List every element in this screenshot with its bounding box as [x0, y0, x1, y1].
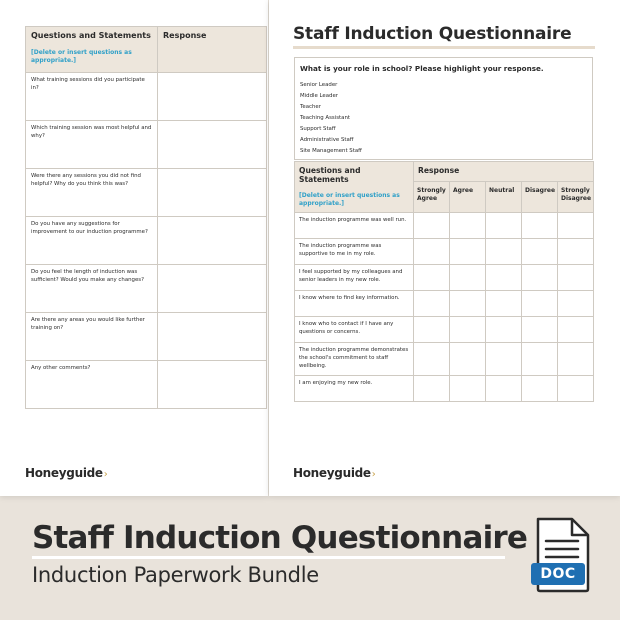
brand-chevron-icon: › [103, 469, 108, 480]
table-row [26, 313, 267, 361]
answer-cell[interactable] [450, 375, 486, 401]
question-cell [26, 121, 158, 169]
statement-text: The induction programme was supportive to me in my role. [299, 243, 382, 257]
answer-cell[interactable] [450, 213, 486, 239]
table-row [26, 361, 267, 409]
option-disagree: Disagree [522, 182, 558, 213]
response-cell[interactable] [158, 217, 267, 265]
question-cell [26, 265, 158, 313]
answer-cell[interactable] [414, 317, 450, 343]
answer-cell[interactable] [486, 343, 522, 375]
table-row [295, 291, 594, 317]
answer-cell[interactable] [558, 343, 594, 375]
statement-text: I know who to contact if I have any questions or concerns. [299, 321, 394, 335]
likert-table [294, 161, 594, 402]
answer-cell[interactable] [486, 239, 522, 265]
answer-cell[interactable] [522, 213, 558, 239]
answer-cell[interactable] [486, 213, 522, 239]
table-row [26, 169, 267, 217]
role-option[interactable]: Support Staff [300, 126, 336, 132]
banner-subtitle: Induction Paperwork Bundle [32, 563, 319, 587]
answer-cell[interactable] [522, 375, 558, 401]
question-cell [26, 361, 158, 409]
title-underline [293, 46, 595, 49]
statement-cell [295, 213, 414, 239]
brand-text: Honeyguide [293, 466, 371, 480]
table-row [295, 317, 594, 343]
banner-underline [32, 556, 505, 559]
statement-text: I know where to find key information. [299, 295, 400, 302]
statement-cell [295, 239, 414, 265]
table-row [295, 375, 594, 401]
statement-text: The induction programme was well run. [299, 217, 407, 224]
answer-cell[interactable] [522, 265, 558, 291]
role-option[interactable]: Middle Leader [300, 93, 339, 99]
answer-cell[interactable] [486, 317, 522, 343]
statements-header: Questions and Statements [299, 166, 361, 185]
answer-cell[interactable] [450, 239, 486, 265]
answer-cell[interactable] [558, 239, 594, 265]
answer-cell[interactable] [522, 291, 558, 317]
response-header: Response [163, 31, 207, 40]
answer-cell[interactable] [450, 343, 486, 375]
answer-cell[interactable] [558, 317, 594, 343]
left-questions-table [25, 26, 267, 409]
page-title: Staff Induction Questionnaire [293, 24, 572, 44]
brand-chevron-icon: › [371, 469, 376, 480]
answer-cell[interactable] [450, 317, 486, 343]
answer-cell[interactable] [558, 375, 594, 401]
question-cell [26, 217, 158, 265]
role-option[interactable]: Teacher [300, 104, 321, 110]
table-header-row [295, 162, 594, 182]
honeyguide-logo [293, 466, 375, 480]
honeyguide-logo [25, 466, 107, 480]
table-row [295, 213, 594, 239]
answer-cell[interactable] [522, 317, 558, 343]
statement-cell [295, 343, 414, 375]
response-cell[interactable] [158, 313, 267, 361]
question-text: Do you have any suggestions for improvement to our induction programme? [31, 221, 148, 235]
answer-cell[interactable] [414, 213, 450, 239]
statements-hint: [Delete or insert questions as appropriate.] [299, 191, 400, 208]
statement-text: I feel supported by my colleagues and senior leaders in my new role. [299, 269, 403, 283]
question-text: What training sessions did you participate in? [31, 77, 145, 91]
doc-badge: DOC [531, 563, 585, 585]
statement-text: I am enjoying my new role. [299, 379, 373, 386]
response-header: Response [414, 162, 594, 182]
option-strongly-agree: Strongly Agree [414, 182, 450, 213]
question-cell [26, 73, 158, 121]
response-cell[interactable] [158, 361, 267, 409]
right-page [269, 0, 620, 496]
table-row [295, 265, 594, 291]
question-text: Were there any sessions you did not find helpful? Why do you think this was? [31, 173, 141, 187]
question-text: Which training session was most helpful and why? [31, 125, 152, 139]
table-row [26, 217, 267, 265]
answer-cell[interactable] [450, 291, 486, 317]
question-text: Are there any areas you would like further training on? [31, 317, 145, 331]
answer-cell[interactable] [522, 239, 558, 265]
response-cell[interactable] [158, 169, 267, 217]
statement-cell [295, 375, 414, 401]
role-option[interactable]: Site Management Staff [300, 148, 362, 154]
table-row [26, 121, 267, 169]
answer-cell[interactable] [486, 265, 522, 291]
statements-header-cell [295, 162, 414, 213]
role-question-box [294, 57, 593, 160]
response-cell[interactable] [158, 121, 267, 169]
role-option[interactable]: Teaching Assistant [300, 115, 350, 121]
answer-cell[interactable] [414, 343, 450, 375]
question-text: Do you feel the length of induction was sufficient? Would you make any changes? [31, 269, 144, 283]
table-row [295, 239, 594, 265]
answer-cell[interactable] [486, 375, 522, 401]
answer-cell[interactable] [522, 343, 558, 375]
answer-cell[interactable] [414, 375, 450, 401]
answer-cell[interactable] [558, 265, 594, 291]
statement-cell [295, 265, 414, 291]
statement-cell [295, 317, 414, 343]
left-page [0, 0, 268, 496]
response-cell[interactable] [158, 73, 267, 121]
role-question: What is your role in school? Please highlight your response. [300, 64, 544, 73]
questions-header-cell [26, 27, 158, 73]
answer-cell[interactable] [558, 213, 594, 239]
option-neutral: Neutral [486, 182, 522, 213]
response-header-cell [158, 27, 267, 73]
questions-hint: [Delete or insert questions as appropriate.] [31, 49, 132, 65]
questions-header: Questions and Statements [31, 31, 151, 40]
table-row [26, 265, 267, 313]
answer-cell[interactable] [450, 265, 486, 291]
question-cell [26, 313, 158, 361]
table-row [295, 343, 594, 375]
option-agree: Agree [450, 182, 486, 213]
role-option[interactable]: Administrative Staff [300, 137, 354, 143]
table-header-row [26, 27, 267, 73]
option-strongly-disagree: Strongly Disagree [558, 182, 594, 213]
question-text: Any other comments? [31, 365, 91, 371]
answer-cell[interactable] [414, 291, 450, 317]
statement-text: The induction programme demonstrates the school's commitment to staff wellbeing. [299, 347, 409, 369]
response-cell[interactable] [158, 265, 267, 313]
table-row [26, 73, 267, 121]
question-cell [26, 169, 158, 217]
answer-cell[interactable] [486, 291, 522, 317]
answer-cell[interactable] [558, 291, 594, 317]
brand-text: Honeyguide [25, 466, 103, 480]
answer-cell[interactable] [414, 265, 450, 291]
banner-title: Staff Induction Questionnaire [32, 520, 528, 556]
answer-cell[interactable] [414, 239, 450, 265]
statement-cell [295, 291, 414, 317]
role-option[interactable]: Senior Leader [300, 82, 338, 88]
